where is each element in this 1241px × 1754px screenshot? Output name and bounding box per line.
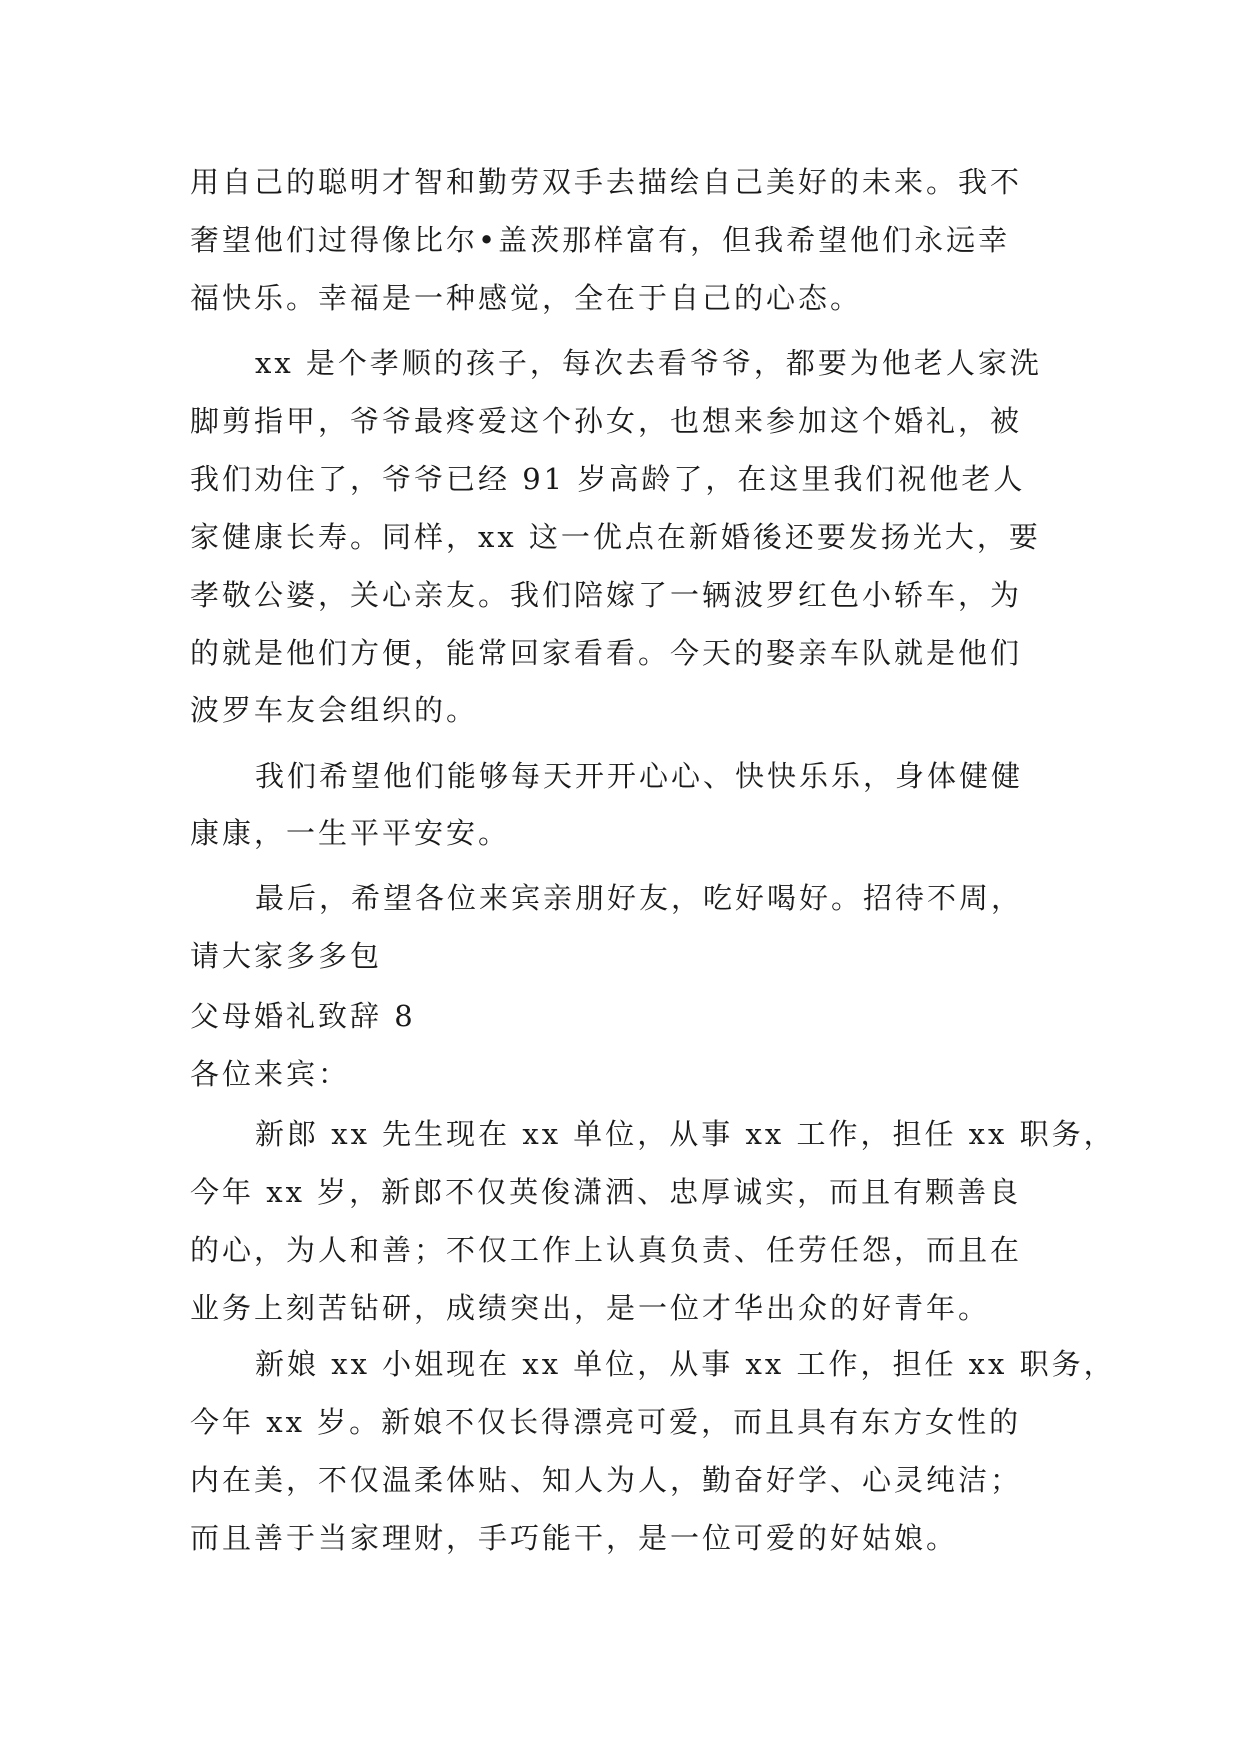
text-line: 的心，为人和善；不仅工作上认真负责、任劳任怨，而且在 (190, 1233, 1023, 1267)
text-line: 家健康长寿。同样，xx 这一优点在新婚後还要发扬光大，要 (190, 520, 1041, 554)
text-line: 今年 xx 岁，新郎不仅英俊潇洒、忠厚诚实，而且有颗善良 (190, 1175, 1022, 1209)
text-line: 新郎 xx 先生现在 xx 单位，从事 xx 工作，担任 xx 职务， (255, 1117, 1116, 1151)
text-line: 业务上刻苦钻研，成绩突出，是一位才华出众的好青年。 (190, 1291, 991, 1325)
text-line: 波罗车友会组织的。 (190, 693, 479, 727)
text-line: 我们劝住了，爷爷已经 91 岁高龄了，在这里我们祝他老人 (190, 462, 1026, 496)
text-line: 请大家多多包 (190, 939, 383, 973)
text-line: 新娘 xx 小姐现在 xx 单位，从事 xx 工作，担任 xx 职务， (255, 1347, 1116, 1381)
text-line: 而且善于当家理财，手巧能干，是一位可爱的好姑娘。 (190, 1521, 959, 1555)
text-line: 福快乐。幸福是一种感觉，全在于自己的心态。 (190, 281, 863, 315)
section-heading: 父母婚礼致辞 8 (190, 999, 416, 1033)
text-line: 的就是他们方便，能常回家看看。今天的娶亲车队就是他们 (190, 636, 1023, 670)
text-line: 今年 xx 岁。新娘不仅长得漂亮可爱，而且具有东方女性的 (190, 1405, 1022, 1439)
text-line: 脚剪指甲，爷爷最疼爱这个孙女，也想来参加这个婚礼，被 (190, 404, 1023, 438)
salutation: 各位来宾： (190, 1057, 351, 1091)
text-line: 最后，希望各位来宾亲朋好友，吃好喝好。招待不周， (255, 881, 1024, 915)
text-line: 康康，一生平平安安。 (190, 816, 511, 850)
text-line: 用自己的聪明才智和勤劳双手去描绘自己美好的未来。我不 (190, 165, 1023, 199)
text-line: xx 是个孝顺的孩子，每次去看爷爷，都要为他老人家洗 (255, 346, 1042, 380)
text-line: 孝敬公婆，关心亲友。我们陪嫁了一辆波罗红色小轿车，为 (190, 578, 1023, 612)
text-line: 奢望他们过得像比尔•盖茨那样富有，但我希望他们永远幸 (190, 223, 1011, 257)
text-line: 内在美，不仅温柔体贴、知人为人，勤奋好学、心灵纯洁； (190, 1463, 1023, 1497)
text-line: 我们希望他们能够每天开开心心、快快乐乐，身体健健 (255, 759, 1024, 793)
